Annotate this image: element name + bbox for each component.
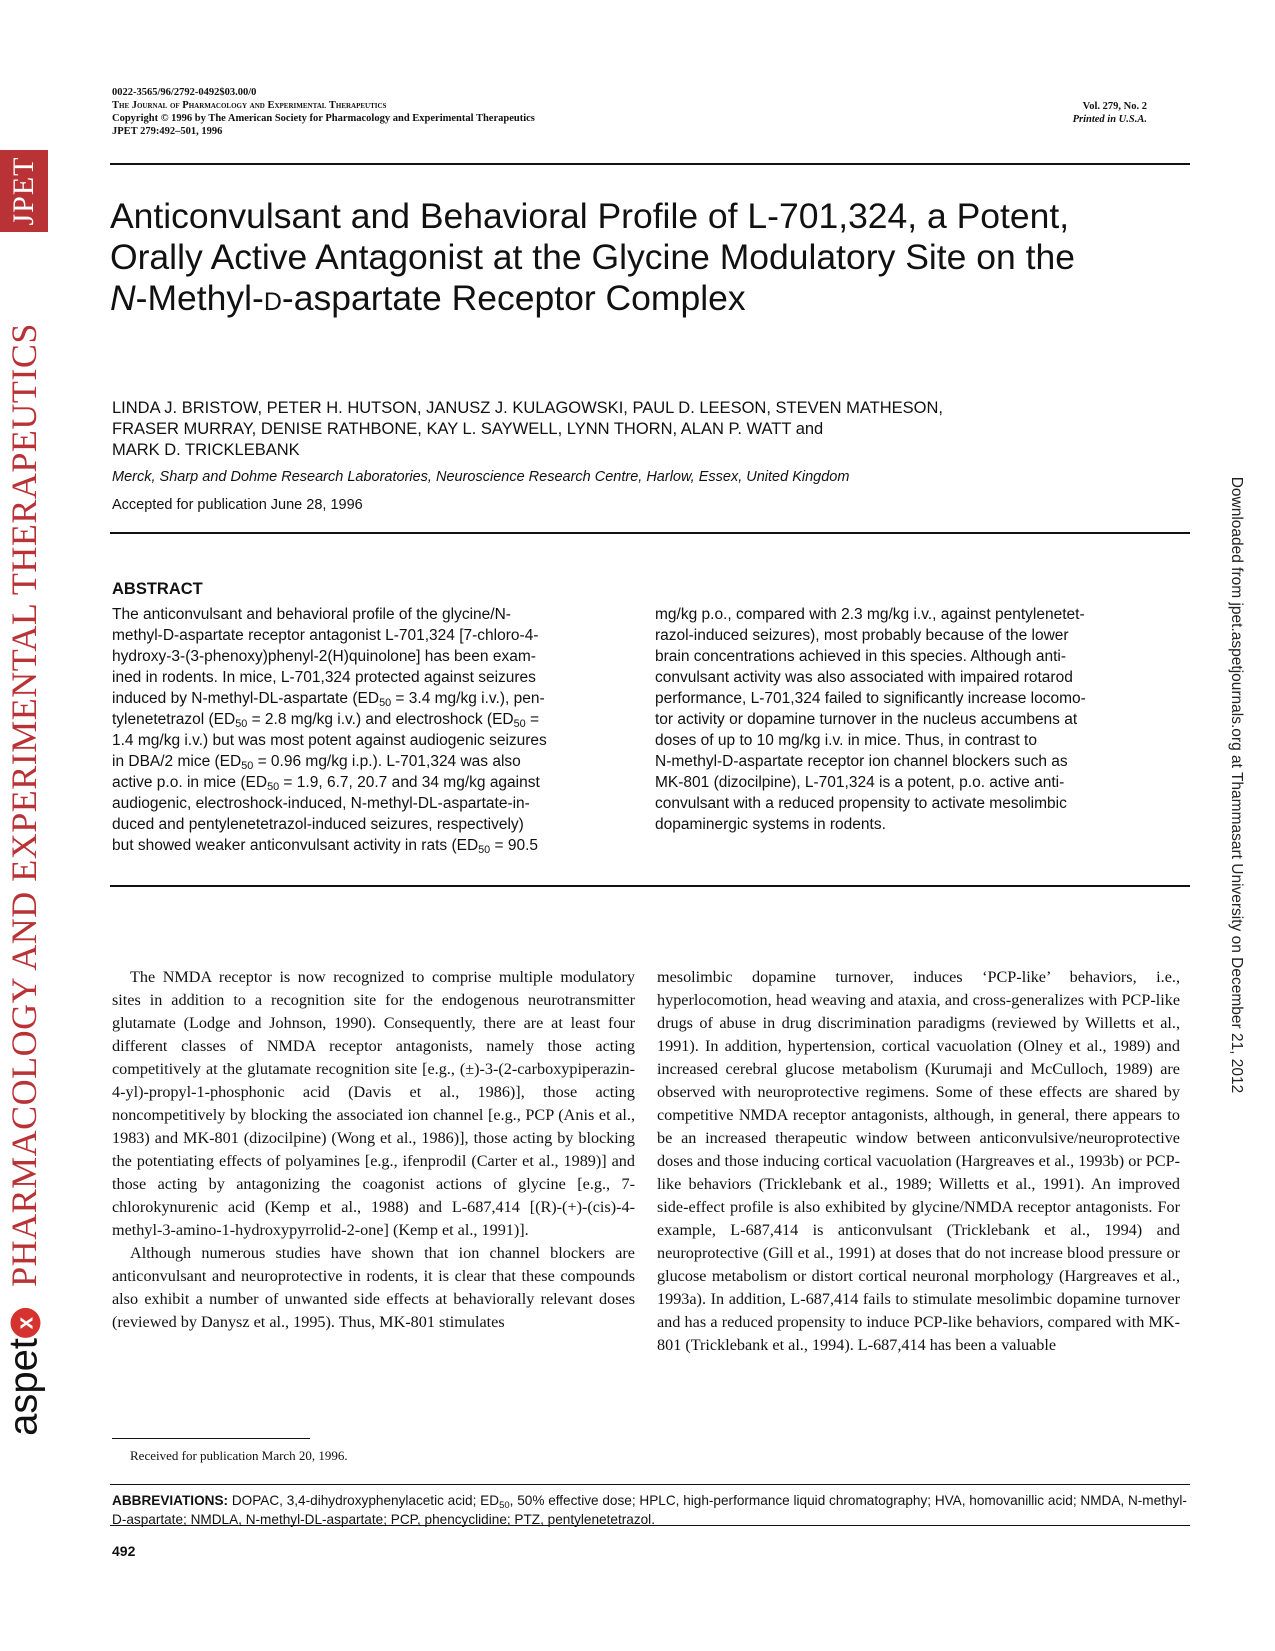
abstract-col2-line: MK-801 (dizocilpine), L-701,324 is a potent, p.o. active anti- xyxy=(655,774,1065,791)
jpet-badge xyxy=(0,150,48,232)
title-line-3 xyxy=(110,278,1190,319)
title-suffix: -aspartate Receptor Complex xyxy=(281,278,746,318)
abstract-col1-line: tylenetetrazol ($ED_{50} = 2.8$ mg/kg i.v.) and electroshock ($ED_{50}$ = xyxy=(112,711,540,730)
abstract-col1-line: The anticonvulsant and behavioral profile of the glycine/N- xyxy=(112,606,511,623)
printed-line: Printed in U.S.A. xyxy=(1072,114,1147,125)
download-note: Downloaded from jpet.aspetjournals.org at Thammasart University on December 21, 2012 xyxy=(1228,476,1245,1094)
aspet-x-icon: x xyxy=(11,1308,41,1338)
abstract-col1-line: active p.o. in mice ($ED_{50} = 1.9$, 6.7, 20.7 and 34 mg/kg against xyxy=(112,774,540,793)
abstract-col1-line: hydroxy-3-(3-phenoxy)phenyl-2(H)quinolone] has been exam- xyxy=(112,648,536,665)
aspet-logo-spet: spet xyxy=(1,1338,46,1414)
abstract-col1-line: but showed weaker anticonvulsant activity in rats ($ED_{50} = 90.5$ xyxy=(112,837,539,856)
abstract-heading: ABSTRACT xyxy=(112,580,203,598)
abstract-col1-line: 1.4 mg/kg i.v.) but was most potent against audiogenic seizures xyxy=(112,732,547,749)
volume-info xyxy=(1073,100,1147,126)
page-number: 492 xyxy=(112,1543,136,1559)
body-paragraph: The NMDA receptor is now recognized to comprise multiple modulatory sites in addition to a recognition site for the endogenous neurotransmitter glutamate (Lodge and Johnson, 1990). Consequently, there are at least four different classes of NMDA receptor antagonists, namely those acting competitively at the glutamate recognition site [e.g., (±)-3-(2-carboxypiperazin-4-yl)-propyl-1-phosphonic acid (Davis et al., 1986)], those acting noncompetitively by blocking the associated ion channel [e.g., PCP (Anis et al., 1983) and MK-801 (dizocilpine) (Wong et al., 1986)], those acting by blocking the potentiating effects of polyamines [e.g., ifenprodil (Carter et al., 1989)] and those acting by antagonizing the coagonist actions of glycine [e.g., 7-chlorokynurenic acid (Kemp et al., 1988) and L-687,414 [(R)-(+)-(cis)-4-methyl-3-amino-1-hydroxypyrrolid-2-one] (Kemp et al., 1991)]. xyxy=(112,968,635,1239)
abstract-col1-line: in DBA/2 mice ($ED_{50} = 0.96$ mg/kg i.p.). L-701,324 was also xyxy=(112,753,521,772)
abstract-col1-line: audiogenic, electroshock-induced, N-methyl-DL-aspartate-in- xyxy=(112,795,530,812)
body-column-1 xyxy=(112,966,635,1334)
abstract-bottom-rule xyxy=(110,885,1190,887)
abbreviations-rule xyxy=(110,1484,1190,1485)
abstract-col1-line: induced by N-methyl-DL-aspartate ($ED_{50} = 3.4$ mg/kg i.v.), pen- xyxy=(112,690,545,709)
copyright-line: Copyright © 1996 by The American Society for Pharmacology and Experimental Therapeutics xyxy=(112,113,535,124)
authors-line-1: LINDA J. BRISTOW, PETER H. HUTSON, JANUSZ J. KULAGOWSKI, PAUL D. LEESON, STEVEN MATHESON, xyxy=(112,399,943,417)
abstract-col2-line: convulsant activity was also associated with impaired rotarod xyxy=(655,669,1073,686)
body-paragraph: mesolimbic dopamine turnover, induces ‘PCP-like’ behaviors, i.e., hyperlocomotion, head weaving and ataxia, and cross-generalizes with PCP-like drugs of abuse in drug discrimination paradigms (reviewed by Willetts et al., 1991). In addition, hypertension, cortical vacuolation (Olney et al., 1989) and increased cerebral glucose metabolism (Kurumaji and McCulloch, 1989) are observed with neuroprotective regimens. Some of these effects are shared by competitive NMDA receptor antagonists, although, in general, there appears to be an increased therapeutic window between anticonvulsive/neuroprotective doses and those inducing cortical vacuolation (Hargreaves et al., 1993b) or PCP-like behaviors (Tricklebank et al., 1989; Willetts et al., 1991). An improved side-effect profile is also exhibited by glycine/NMDA receptor antagonists. For example, L-687,414 is anticonvulsant (Tricklebank et al., 1994) and neuroprotective (Gill et al., 1991) at doses that do not increase blood pressure or glucose metabolism or distort cortical neuronal morphology (Hargreaves et al., 1993a). In addition, L-687,414 fails to stimulate mesolimbic dopamine turnover and has a reduced propensity to induce PCP-like behaviors, compared with MK-801 (Tricklebank et al., 1994). L-687,414 has been a valuable xyxy=(657,968,1180,1354)
body-column-2 xyxy=(657,966,1180,1357)
abstract-column-2 xyxy=(655,604,1182,844)
abbreviations-label: ABBREVIATIONS: xyxy=(112,1493,229,1508)
footnote-rule xyxy=(112,1438,310,1439)
accepted-date: Accepted for publication June 28, 1996 xyxy=(112,497,363,513)
abstract-col1-line: methyl-D-aspartate receptor antagonist L-701,324 [7-chloro-4- xyxy=(112,627,539,644)
author-list xyxy=(112,398,1192,461)
side-journal-title: PHARMACOLOGY AND EXPERIMENTAL THERAPEUTICS xyxy=(4,323,44,1287)
body-paragraph: Although numerous studies have shown that ion channel blockers are anticonvulsant and neuroprotective in rodents, it is clear that these compounds also exhibit a number of unwanted side effects at behaviorally relevant doses (reviewed by Danysz et al., 1995). Thus, MK-801 stimulates xyxy=(112,1244,635,1331)
citation-line: JPET 279:492–501, 1996 xyxy=(112,126,223,137)
abstract-col2-line: brain concentrations achieved in this species. Although anti- xyxy=(655,648,1066,665)
title-d-smallcap: d xyxy=(263,278,282,318)
header-rule xyxy=(110,163,1190,165)
abstract-col2-line: razol-induced seizures), most probably because of the lower xyxy=(655,627,1069,644)
title-line-1: Anticonvulsant and Behavioral Profile of L-701,324, a Potent, xyxy=(110,196,1070,236)
affiliation: Merck, Sharp and Dohme Research Laboratories, Neuroscience Research Centre, Harlow, Essex, United Kingdom xyxy=(112,469,850,485)
abstract-col2-line: mg/kg p.o., compared with 2.3 mg/kg i.v., against pentylenetet- xyxy=(655,606,1085,623)
abstract-col2-line: dopaminergic systems in rodents. xyxy=(655,816,886,833)
title-n-italic: N xyxy=(110,278,136,318)
abstract-top-rule xyxy=(110,532,1190,534)
aspet-logo xyxy=(2,1308,47,1436)
abbreviations-text: DOPAC, 3,4-dihydroxyphenylacetic acid; $ED_{50}$, 50% effective dose; HPLC, high-performance liquid chromatography; HVA, homovanillic acid; NMDA, N-methyl-D-aspartate; NMDLA, N-methyl-DL-aspartate; PCP, phencyclidine; PTZ, pentylenetetrazol. xyxy=(112,1493,1187,1527)
abstract-col2-line: N-methyl-D-aspartate receptor ion channel blockers such as xyxy=(655,753,1068,770)
article-title xyxy=(110,196,1190,319)
issn-line: 0022-3565/96/2792-0492$03.00/0 xyxy=(112,87,257,98)
abstract-col2-line: doses of up to 10 mg/kg i.v. in mice. Thus, in contrast to xyxy=(655,732,1037,749)
title-methyl: -Methyl- xyxy=(135,278,264,318)
jpet-badge-text: JPET xyxy=(7,156,40,226)
volume-line: Vol. 279, No. 2 xyxy=(1082,101,1147,112)
abbreviations-bottom-rule xyxy=(110,1525,1190,1526)
abstract-col1-line: duced and pentylenetetrazol-induced seizures, respectively) xyxy=(112,816,524,833)
aspet-logo-a: a xyxy=(1,1413,46,1436)
journal-header xyxy=(112,86,752,138)
received-footnote: Received for publication March 20, 1996. xyxy=(130,1448,348,1463)
journal-name: The Journal of Pharmacology and Experimental Therapeutics xyxy=(112,100,387,111)
title-line-2: Orally Active Antagonist at the Glycine Modulatory Site on the xyxy=(110,237,1075,277)
abstract-col1-line: ined in rodents. In mice, L-701,324 protected against seizures xyxy=(112,669,536,686)
abstract-column-1 xyxy=(112,604,639,856)
authors-line-2: FRASER MURRAY, DENISE RATHBONE, KAY L. SAYWELL, LYNN THORN, ALAN P. WATT and xyxy=(112,420,824,438)
abbreviations xyxy=(112,1491,1192,1529)
abstract-col2-line: tor activity or dopamine turnover in the nucleus accumbens at xyxy=(655,711,1078,728)
abstract-col2-line: convulsant with a reduced propensity to activate mesolimbic xyxy=(655,795,1067,812)
abstract-col2-line: performance, L-701,324 failed to significantly increase locomo- xyxy=(655,690,1086,707)
authors-line-3: MARK D. TRICKLEBANK xyxy=(112,441,300,459)
